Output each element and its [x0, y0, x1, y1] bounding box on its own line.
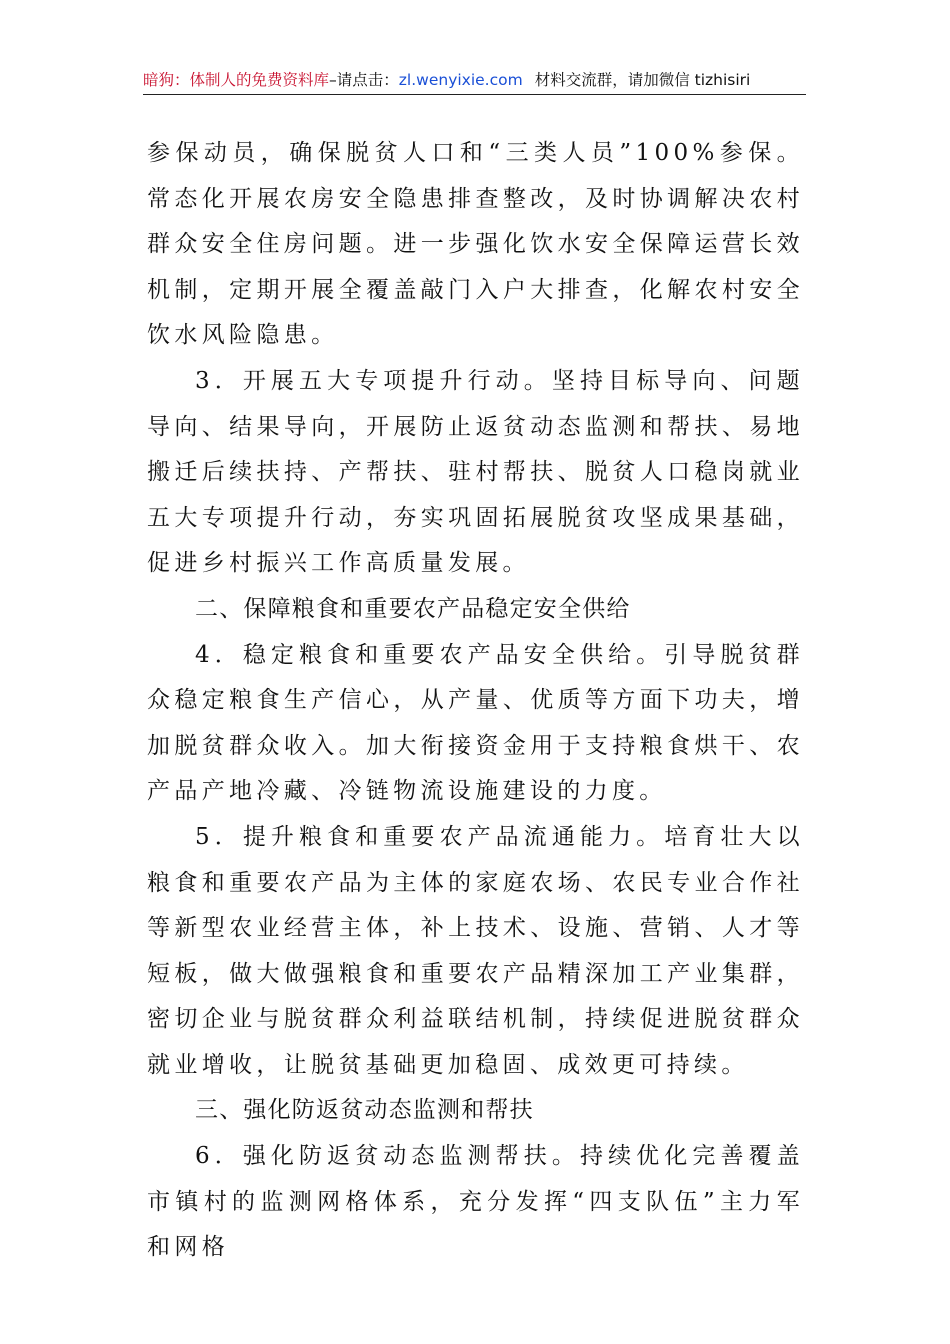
section-heading-3: 三、强化防返贫动态监测和帮扶 — [195, 1097, 534, 1124]
document-body — [147, 131, 804, 1271]
paragraph-item-6: 6．强化防返贫动态监测帮扶。持续优化完善覆盖市镇村的监测网格体系，充分发挥“四支队伍”主力军和网格 — [147, 1143, 804, 1261]
paragraph-item-4: 4．稳定粮食和重要农产品安全供给。引导脱贫群众稳定粮食生产信心，从产量、优质等方面下功夫，增加脱贫群众收入。加大衔接资金用于支持粮食烘干、农产品产地冷藏、冷链物流设施建设的力度。 — [147, 641, 804, 805]
header-url-link[interactable]: zl.wenyixie.com — [398, 71, 523, 89]
section-heading-2: 二、保障粮食和重要农产品稳定安全供给 — [195, 595, 631, 622]
paragraph-item-3: 3．开展五大专项提升行动。坚持目标导向、问题导向、结果导向，开展防止返贫动态监测和帮扶、易地搬迁后续扶持、产帮扶、驻村帮扶、脱贫人口稳岗就业五大专项提升行动，夯实巩固拓展脱贫攻坚成果基础，促进乡村振兴工作高质量发展。 — [147, 367, 804, 577]
header-brand: 暗狗：体制人的免费资料库 — [143, 71, 330, 89]
header-prompt: –请点击： — [329, 71, 399, 89]
page-header — [143, 66, 806, 95]
paragraph-continued: 参保动员，确保脱贫人口和“三类人员”100%参保。常态化开展农房安全隐患排查整改，及时协调解决农村群众安全住房问题。进一步强化饮水安全保障运营长效机制，定期开展全覆盖敲门入户大排查，化解农村安全饮水风险隐患。 — [147, 140, 804, 349]
header-note: 材料交流群，请加微信 tizhisiri — [534, 71, 751, 89]
paragraph-item-5: 5．提升粮食和重要农产品流通能力。培育壮大以粮食和重要农产品为主体的家庭农场、农民专业合作社等新型农业经营主体，补上技术、设施、营销、人才等短板，做大做强粮食和重要农产品精深加工产业集群，密切企业与脱贫群众利益联结机制，持续促进脱贫群众就业增收，让脱贫基础更加稳固、成效更可持续。 — [147, 823, 804, 1078]
